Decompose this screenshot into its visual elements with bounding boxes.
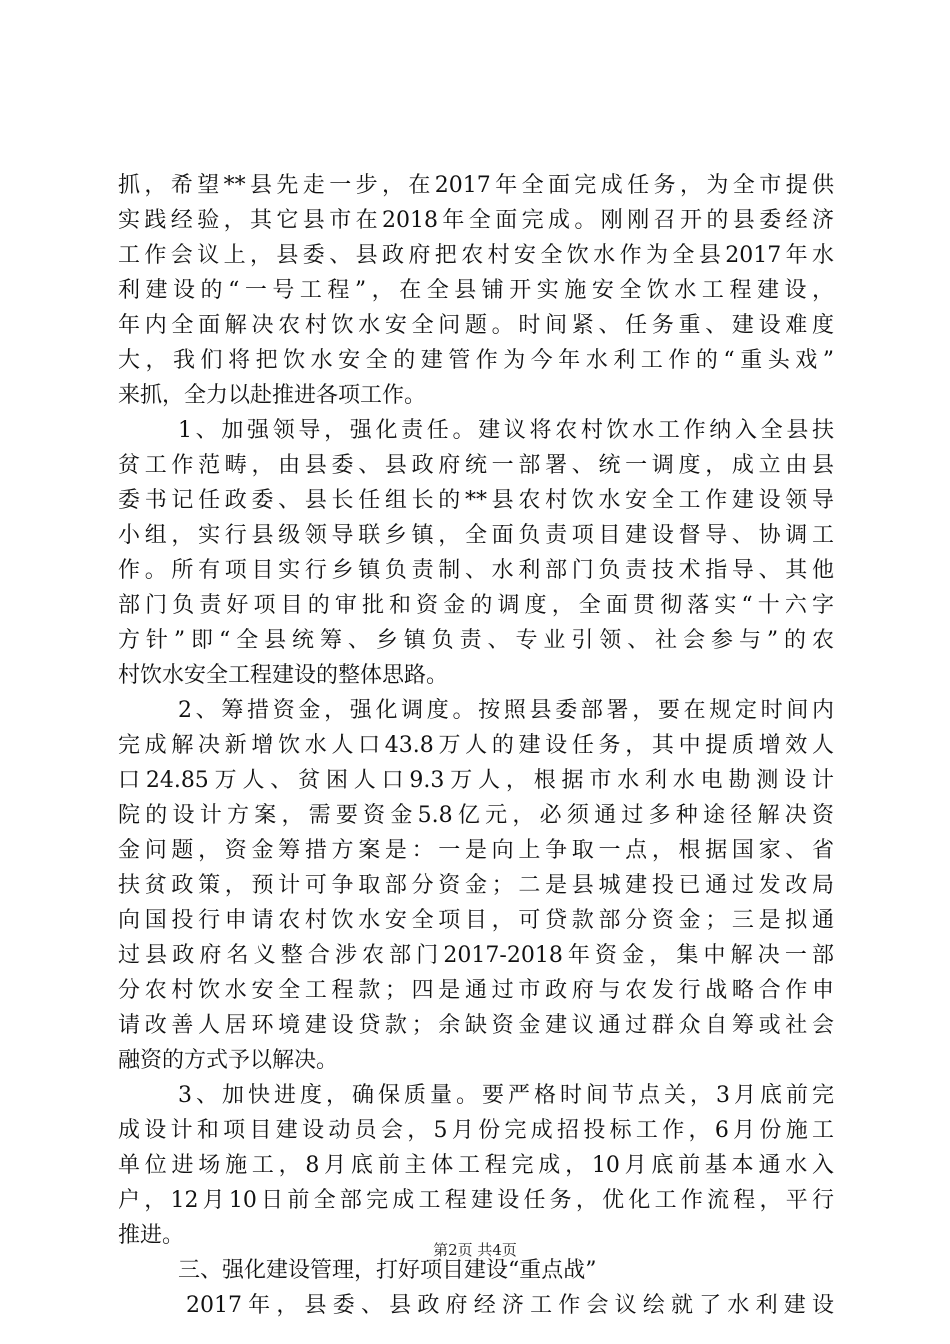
text-line: 2017年，县委、县政府经济工作会议绘就了水利建设 <box>186 1293 834 1318</box>
text-line: 院的设计方案，需要资金5.8亿元，必须通过多种途径解决资 <box>118 803 834 828</box>
text-line: 请改善人居环境建设贷款；余缺资金建议通过群众自筹或社会 <box>118 1013 834 1038</box>
text-line: 向国投行申请农村饮水安全项目，可贷款部分资金；三是拟通 <box>118 908 834 933</box>
text-line: 3、加快进度，确保质量。要严格时间节点关，3月底前完 <box>178 1083 834 1108</box>
text-line: 委书记任政委、县长任组长的**县农村饮水安全工作建设领导 <box>118 488 834 513</box>
text-line: 过县政府名义整合涉农部门2017-2018年资金，集中解决一部 <box>118 943 834 968</box>
text-line: 口24.85万人、贫困人口9.3万人，根据市水利水电勘测设计 <box>118 768 834 793</box>
text-line: 1、加强领导，强化责任。建议将农村饮水工作纳入全县扶 <box>178 418 834 443</box>
text-line: 金问题，资金筹措方案是：一是向上争取一点，根据国家、省 <box>118 838 834 863</box>
text-line: 推进。 <box>118 1223 185 1248</box>
text-line: 大，我们将把饮水安全的建管作为今年水利工作的“重头戏” <box>118 348 834 373</box>
text-line: 村饮水安全工程建设的整体思路。 <box>118 663 449 688</box>
text-line: 扶贫政策，预计可争取部分资金；二是县城建投已通过发改局 <box>118 873 834 898</box>
text-line: 小组，实行县级领导联乡镇，全面负责项目建设督导、协调工 <box>118 523 834 548</box>
text-line: 作。所有项目实行乡镇负责制、水利部门负责技术指导、其他 <box>118 558 834 583</box>
page-footer: 第2页 共4页 <box>433 1241 517 1259</box>
text-line: 实践经验，其它县市在2018年全面完成。刚刚召开的县委经济 <box>118 208 834 233</box>
text-line: 方针”即“全县统筹、乡镇负责、专业引领、社会参与”的农 <box>118 628 834 653</box>
text-line: 成设计和项目建设动员会，5月份完成招投标工作，6月份施工 <box>118 1118 834 1143</box>
text-line: 贫工作范畴，由县委、县政府统一部署、统一调度，成立由县 <box>118 453 834 478</box>
text-line: 部门负责好项目的审批和资金的调度，全面贯彻落实“十六字 <box>118 593 834 618</box>
text-line: 分农村饮水安全工程款；四是通过市政府与农发行战略合作申 <box>118 978 834 1003</box>
text-line: 工作会议上，县委、县政府把农村安全饮水作为全县2017年水 <box>118 243 834 268</box>
text-line: 利建设的“一号工程”，在全县铺开实施安全饮水工程建设， <box>118 278 834 303</box>
document-body <box>118 168 834 1323</box>
text-line: 完成解决新增饮水人口43.8万人的建设任务，其中提质增效人 <box>118 733 834 758</box>
text-line: 融资的方式予以解决。 <box>118 1048 339 1073</box>
text-line: 三、强化建设管理，打好项目建设“重点战” <box>178 1258 597 1283</box>
text-line: 年内全面解决农村饮水安全问题。时间紧、任务重、建设难度 <box>118 313 834 338</box>
text-line: 2、筹措资金，强化调度。按照县委部署，要在规定时间内 <box>178 698 834 723</box>
text-line: 来抓，全力以赴推进各项工作。 <box>118 383 427 408</box>
text-line: 抓，希望**县先走一步，在2017年全面完成任务，为全市提供 <box>118 173 834 198</box>
text-line: 户，12月10日前全部完成工程建设任务，优化工作流程，平行 <box>118 1188 834 1213</box>
text-line: 单位进场施工，8月底前主体工程完成，10月底前基本通水入 <box>118 1153 834 1178</box>
